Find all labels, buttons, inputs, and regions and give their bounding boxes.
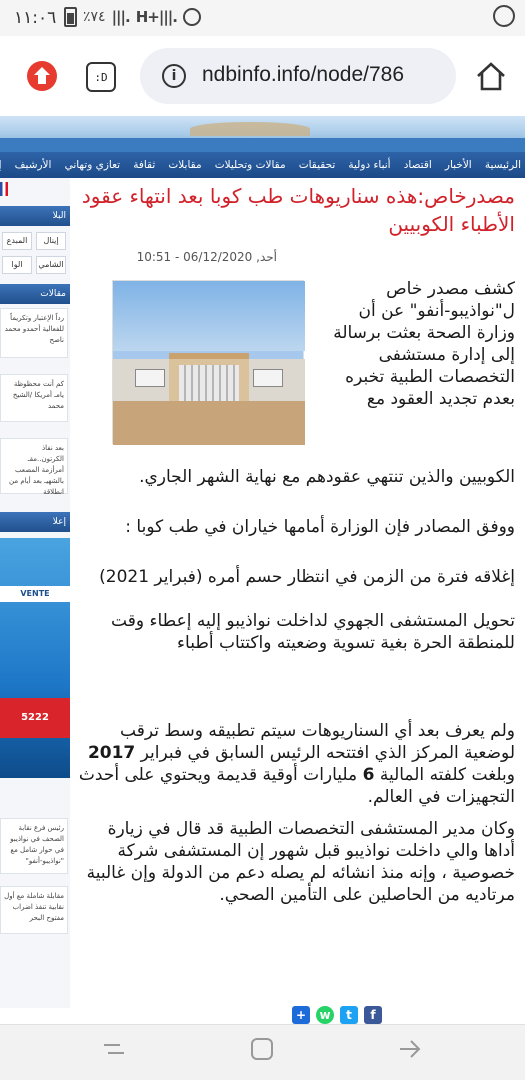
article-title: مصدرخاص:هذه سناريوهات طب كوبا بعد انتهاء عقود الأطباء الكوبيين xyxy=(81,184,515,236)
facebook-share-icon[interactable]: f xyxy=(364,1006,382,1024)
photo-sign-left xyxy=(135,369,165,387)
sidebar-heading-ads: إعلا xyxy=(0,512,70,532)
nav-item-home[interactable]: الرئيسية xyxy=(484,159,521,171)
article-photo[interactable] xyxy=(112,280,304,444)
sidebar-article-1[interactable]: رداً الإعتبار وتكريماً للفعالية أحمدو محمد ناصح xyxy=(0,308,68,358)
sidebar-button-1[interactable]: إينال xyxy=(36,232,66,250)
banner-image xyxy=(190,122,310,136)
article-paragraph-4: تحويل المستشفى الجهوي لداخلت نواذيبو إليه إعطاء وقت للمنطقة الحرة بغية تسوية وضعيته واكتتاب أطباء xyxy=(111,611,515,653)
sidebar-interview-1[interactable]: رئيس فرع نقابة الصحف في نواذيبو في حوار شامل مع "نواذيبو-أنفو" xyxy=(0,818,68,874)
sidebar-interview-2[interactable]: مقابلة شاملة مع أول نقابية تنفذ اضراب مفتوح البحر xyxy=(0,886,68,934)
tab-switcher-button[interactable]: :D xyxy=(86,62,116,92)
nav-item-investigations[interactable]: تحقيقات xyxy=(298,159,336,171)
nav-item-more[interactable]: إ xyxy=(0,159,2,171)
banner-sea xyxy=(0,138,525,152)
article-paragraph-1: كشف مصدر خاص ل"نواذيبو-أنفو" عن أن وزارة الصحة بعثت برسالة إلى إدارة مستشفى التخصصات الطبية تخبره بعدم تجديد العقود مع xyxy=(333,279,515,409)
whatsapp-notification-icon xyxy=(493,5,515,27)
status-time: ١١:٠٦ xyxy=(14,8,57,28)
back-arrow-icon[interactable] xyxy=(396,1035,424,1063)
status-icons xyxy=(64,7,201,27)
data-signal-icon: H+|||. xyxy=(135,8,177,26)
p5-a: ولم يعرف بعد أي السناريوهات سيتم تطبيقه وسط ترقب لوضعية المركز الذي افتتحه الرئيس السابق في فبراير xyxy=(120,721,515,763)
browser-home-icon[interactable] xyxy=(474,60,508,94)
sidebar-button-3[interactable]: الشامي xyxy=(36,256,66,274)
photo-sign-right xyxy=(253,369,283,387)
sidebar-button-4[interactable]: الوا xyxy=(2,256,32,274)
p5-year: 2017 xyxy=(87,743,136,763)
p5-b: وبلغت كلفته المالية xyxy=(374,765,515,785)
browser-toolbar xyxy=(0,36,525,116)
nav-item-economy[interactable]: اقتصاد xyxy=(403,159,432,171)
share-buttons xyxy=(292,1006,382,1024)
whatsapp-share-icon[interactable]: w xyxy=(316,1006,334,1024)
nav-item-international[interactable]: أنباء دولية xyxy=(348,159,391,171)
article-date: أحد, 06/12/2020 - 10:51 xyxy=(136,250,277,264)
twitter-share-icon[interactable]: t xyxy=(340,1006,358,1024)
battery-percent: ٪٧٤ xyxy=(83,9,106,25)
signal-icon: |||. xyxy=(111,8,130,26)
url-text[interactable]: ndbinfo.info/node/786 xyxy=(202,63,405,86)
sidebar-heading-regions: البلا xyxy=(0,206,70,226)
sidebar-advertisement[interactable] xyxy=(0,538,70,778)
article-paragraph-1-cont: الكوبيين والذين تنتهي عقودهم مع نهاية الشهر الجاري. xyxy=(139,467,515,487)
recent-apps-icon[interactable] xyxy=(100,1035,128,1063)
nav-item-archive[interactable]: الأرشيف xyxy=(14,159,52,171)
article-paragraph-2: ووفق المصادر فإن الوزارة أمامها خياران في طب كوبا : xyxy=(125,517,515,537)
ad-stripe: VENTE xyxy=(0,586,70,602)
article-paragraph-6: وكان مدير المستشفى التخصصات الطبية قد قال في زيارة أداها والي داخلت نواذيبو قبل شهور إن المستشفى شركة خصوصية ، وإنه منذ انشائه لم يصله دعم من الدولة وإن غالبية مرتاديه من الحاصلين على التأمين الصحي. xyxy=(86,819,515,905)
sidebar-article-2[interactable]: كم أنت محظوظة يامـ أمريكا /الشيخ محمد xyxy=(0,374,68,422)
home-button-icon[interactable] xyxy=(248,1035,276,1063)
photo-ground xyxy=(113,401,305,445)
p5-c: مليارات أوقية قديمة ويحتوي على أحدث التجهيزات في العالم. xyxy=(78,765,515,807)
sidebar-button-2[interactable]: المبدع xyxy=(2,232,32,250)
addthis-share-icon[interactable]: + xyxy=(292,1006,310,1024)
system-nav-bar xyxy=(0,1024,525,1080)
article-paragraph-5 xyxy=(75,720,515,808)
ad-phone: 5222 xyxy=(0,698,70,738)
status-bar xyxy=(0,0,525,36)
photo-sky xyxy=(113,281,305,351)
p5-number: 6 xyxy=(362,765,375,785)
nav-item-condolences[interactable]: تعازي وتهاني xyxy=(64,159,121,171)
battery-icon xyxy=(64,7,77,27)
sidebar-heading-articles: مقالات xyxy=(0,284,70,304)
left-sidebar xyxy=(0,178,70,1008)
nav-item-culture[interactable]: ثقافة xyxy=(133,159,156,171)
home-icon[interactable] xyxy=(24,58,60,94)
sidebar-article-3[interactable]: بعد نفاذ الكرتون..مقـ أمرأزمة المصعب بالشهيـ بعد أيام من انطلاقة xyxy=(0,438,68,494)
info-icon[interactable]: i xyxy=(162,64,186,88)
article-paragraph-3: إغلاقه فترة من الزمن في انتظار حسم أمره (فبراير 2021) xyxy=(99,567,515,587)
french-flag-icon[interactable] xyxy=(0,182,8,196)
site-banner xyxy=(0,116,525,152)
nav-item-interviews[interactable]: مقابلات xyxy=(168,159,202,171)
nav-item-news[interactable]: الأخبار xyxy=(444,159,472,171)
address-bar[interactable] xyxy=(140,48,456,104)
main-nav xyxy=(0,152,525,178)
alarm-icon xyxy=(183,8,201,26)
nav-item-articles[interactable]: مقالات وتحليلات xyxy=(214,159,286,171)
photo-door xyxy=(179,365,239,405)
